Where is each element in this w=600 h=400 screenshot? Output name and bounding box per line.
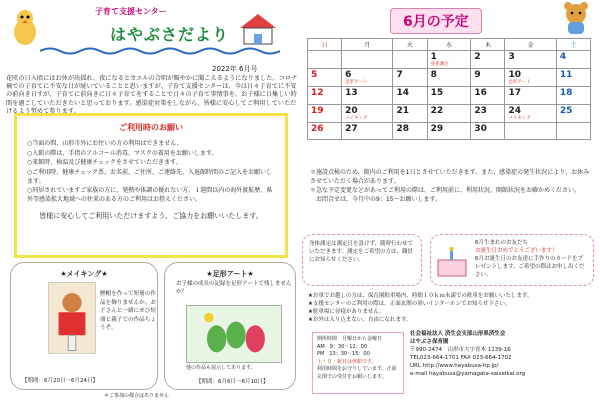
calendar-day-number: 28 <box>396 123 410 134</box>
opening-hours-box <box>312 332 404 394</box>
cake-icon <box>434 244 470 280</box>
calendar-header-cell: 月 <box>342 39 393 51</box>
calendar-day-cell <box>342 104 393 122</box>
footprint-text: お子様の成長の記録を足形アートで残しませんか？ <box>176 281 292 295</box>
calendar-event-note: メイキング <box>345 115 368 121</box>
hours-pm: PM 13：30～15：00 <box>317 351 370 357</box>
calendar-day-number: 9 <box>474 70 481 80</box>
calendar-day-number: 27 <box>345 123 358 134</box>
calendar-week-row <box>308 87 591 105</box>
calendar-day-cell <box>471 51 505 69</box>
calendar-event-note: メイキング <box>508 115 531 121</box>
june-calendar <box>307 38 591 140</box>
calendar-day-cell <box>471 122 505 140</box>
calendar-day-number: 15 <box>430 88 444 98</box>
calendar-day-cell <box>505 69 556 87</box>
calendar-day-cell <box>505 87 556 105</box>
bird-mascot-icon <box>10 8 40 48</box>
calendar-day-cell <box>308 87 342 105</box>
bear-mascot-icon <box>560 0 592 36</box>
calendar-day-number: 16 <box>474 88 487 98</box>
calendar-day-cell <box>308 122 342 140</box>
parking-note: ★お車でお越しの方は、保育園駐車場内、時間１０ｋｍ未満での駐車をお願いいたします。 <box>308 293 533 299</box>
calendar-notes <box>310 168 595 204</box>
calendar-week-row <box>308 51 591 69</box>
calendar-note: お問合せは、今月中の9：15～お願いします。 <box>310 196 441 203</box>
calendar-header-cell: 金 <box>505 39 556 51</box>
calendar-day-cell <box>308 69 342 87</box>
calendar-day-cell <box>308 104 342 122</box>
notice-closing: 皆様に安心してご利用いただけますよう、ご協力をお願いいたします。 <box>39 212 263 220</box>
usage-notice-box <box>14 113 288 258</box>
footprint-dates: 【期間：6月6日～6月10日】 <box>196 379 269 385</box>
calendar-day-cell <box>427 104 471 122</box>
calendar-day-cell <box>556 69 590 87</box>
notice-item: ○当面の間、山形市外にお住いの方の利用はできません。 <box>27 140 183 147</box>
calendar-day-cell <box>427 51 471 69</box>
calendar-day-number: 7 <box>396 70 403 80</box>
calendar-day-cell <box>556 51 590 69</box>
calendar-day-number: 6 <box>345 70 352 80</box>
calendar-day-number: 30 <box>474 123 487 134</box>
birthday-text: 6月お誕生日のお友達に手作りのカードをプレゼントします。ご希望の際はお申し出ください。 <box>475 256 585 278</box>
birthday-title: 6月生まれのお友だち <box>475 240 528 246</box>
calendar-day-number: 1 <box>430 52 437 62</box>
making-title: ★メイキング★ <box>60 270 108 278</box>
birthday-line: お誕生日おめでとうございます！ <box>475 248 558 254</box>
calendar-header-cell: 土 <box>556 39 590 51</box>
calendar-title: 6月の予定 <box>390 8 482 34</box>
org-center: はやぶさ保育園 <box>410 339 449 345</box>
notice-list <box>27 139 275 204</box>
calendar-day-cell <box>393 51 427 69</box>
header-subtitle: 子育て支援センター <box>95 7 167 16</box>
calendar-day-number: 25 <box>559 105 573 116</box>
calendar-day-number: 14 <box>396 88 410 98</box>
calendar-week-row <box>308 69 591 87</box>
notice-item: ○同居されていますご家族の方に、発熱や体調の優れない方、１週間以内の海外渡航歴、県外等感染拡大地域への往来のある方のご利用はお控えください。 <box>27 187 273 203</box>
calendar-day-cell <box>505 104 556 122</box>
calendar-day-cell <box>393 104 427 122</box>
calendar-day-cell <box>471 87 505 105</box>
footprint-caption: 他の作品も展示してあります。 <box>186 365 256 371</box>
calendar-day-cell <box>342 87 393 105</box>
calendar-day-number: 24 <box>508 105 521 116</box>
notice-item: ○来館時、検温及び健康チェックをさせていただきます。 <box>27 159 182 166</box>
notice-item: ○入館の際は、手指のアルコール消毒、マスクの着用をお願いします。 <box>27 149 218 157</box>
notice-title: ご利用時のお願い <box>119 123 183 132</box>
calendar-day-number: 10 <box>508 70 521 80</box>
org-tel: TEL023-664-1701 FAX 023-664-1702 <box>410 355 512 361</box>
calendar-day-cell <box>556 104 590 122</box>
org-address: 〒990-2474 山形市大字青木 1139-16 <box>410 347 511 353</box>
calendar-header-cell: 火 <box>393 39 427 51</box>
house-icon <box>238 12 278 46</box>
header-wave-decoration <box>40 46 280 56</box>
calendar-header-cell: 水 <box>427 39 471 51</box>
calendar-day-cell <box>308 51 342 69</box>
calendar-day-cell <box>342 69 393 87</box>
footprint-art-image <box>186 305 282 363</box>
calendar-day-number: 17 <box>508 88 521 98</box>
hours-note2: 利用時間をお守りしています。正面玄関での受付をお願いします。 <box>317 366 397 380</box>
calendar-header-cell: 日 <box>308 39 342 51</box>
calendar-day-cell <box>427 87 471 105</box>
calendar-day-cell <box>342 51 393 69</box>
calendar-day-number: 18 <box>559 88 573 98</box>
calendar-note: ＊急な予定変更などがあってご利用の際は、ご利用前に、利用状況、開館状況をお確かめください。 <box>310 187 580 194</box>
making-text: 鯉帽を作って短冊の作品を飾りませんか。お子さんと一緒にぜひ短冊と親子での作品ちょうぞ。 <box>100 291 156 331</box>
hours-title: 開所時間 月曜日から金曜日 <box>317 336 383 342</box>
calendar-day-number: 8 <box>430 70 437 80</box>
calendar-day-number: 23 <box>474 105 487 116</box>
calendar-day-cell <box>556 122 590 140</box>
calendar-day-number: 3 <box>508 52 515 62</box>
calendar-day-cell <box>505 122 556 140</box>
parking-notes <box>308 292 594 324</box>
footprint-title: ★足形アート★ <box>206 270 254 278</box>
calendar-day-cell <box>342 122 393 140</box>
calendar-day-number: 20 <box>345 105 358 116</box>
calendar-day-cell <box>427 122 471 140</box>
calendar-day-cell <box>427 69 471 87</box>
hours-am: AM 9：30～12：00 <box>317 343 368 350</box>
calendar-day-cell <box>505 51 556 69</box>
calendar-day-number: 29 <box>430 123 444 134</box>
calendar-event-note: 身体測定 <box>430 62 449 67</box>
making-photo-image <box>48 282 96 354</box>
calendar-day-number: 12 <box>311 88 324 98</box>
header-title: はやぶさだより <box>110 25 230 44</box>
issue-date: 2022年 6月号 <box>212 65 258 73</box>
calendar-week-row <box>308 104 591 122</box>
calendar-day-number: 4 <box>559 52 567 62</box>
calendar-event-note: 足形アート <box>345 80 368 85</box>
calendar-day-cell <box>556 87 590 105</box>
calendar-note: ＊施設点検のため、館内のご利用を1日とさせていただきます。また、感染症の発生状況により、お休みさせていただく場合があります。 <box>310 169 590 185</box>
calendar-day-number: 21 <box>396 105 410 116</box>
calendar-day-cell <box>393 122 427 140</box>
calendar-day-cell <box>393 87 427 105</box>
calendar-week-row <box>308 122 591 140</box>
notice-item: ○ご利用時、健康チェック票、お名前、ご住所、ご連絡先、入退館時間のご記入をお願いします。 <box>27 168 273 185</box>
org-email[interactable]: e-mail hayabusa@yamagata-saiseikai.org <box>410 371 526 377</box>
calendar-day-cell <box>471 69 505 87</box>
intro-text: 花咲の日入頃にはお休が出揺れ、夜になるとカエルの合唱が賑やかに聞こえるようになりました。コロナ禍での子育てに不安な日が続いていることと思いますが、子育て支援センターは、今は日々子育てに不安の前向き日すが、子育てに前向きに日々子育てをすることで日々の子育て事情事を。お子様に日集しい時間を過ごしていただきたいと思っております。感染症対策をしながら、皆様に安心してご利用していただけるよう努めて参ります。 <box>6 75 298 115</box>
calendar-day-number: 11 <box>559 70 573 80</box>
calendar-day-number: 5 <box>311 70 318 80</box>
parking-note: ★駐車場に昼寝がありません。 <box>308 309 385 315</box>
org-url[interactable]: URL http://www.hayabusa-hp.jp/ <box>410 363 499 369</box>
making-dates: 【期間：6月20日～6月24日】 <box>22 378 98 384</box>
calendar-day-number: 2 <box>474 52 481 62</box>
calendar-day-number: 13 <box>345 88 358 98</box>
measurement-notice: 身体測定は測定日を設けず、随時行わせていただきます。測定をご希望の方は、職員にお知らせください。 <box>302 234 422 286</box>
parking-note: ★支援センターのご利用の際は、正面玄関の黒いインターホンでお知らせ下さい。 <box>308 301 511 307</box>
calendar-event-note: 足形アート <box>508 80 531 85</box>
calendar-header-cell: 木 <box>471 39 505 51</box>
parking-note: ★お外は入り込まない、自由になれます。 <box>308 317 412 323</box>
organization-info <box>410 330 594 378</box>
calendar-day-number: 22 <box>430 105 444 116</box>
calendar-day-cell <box>393 69 427 87</box>
org-name: 社会福祉法人 済生会支部山形県済生会 <box>410 331 506 337</box>
hours-note: 土・日・祝日は休館です。 <box>317 358 377 365</box>
left-footer-note: ＊ご参加の都合はありません <box>104 393 170 399</box>
calendar-day-cell <box>471 104 505 122</box>
calendar-day-number: 26 <box>311 123 324 134</box>
calendar-day-number: 19 <box>311 105 324 116</box>
